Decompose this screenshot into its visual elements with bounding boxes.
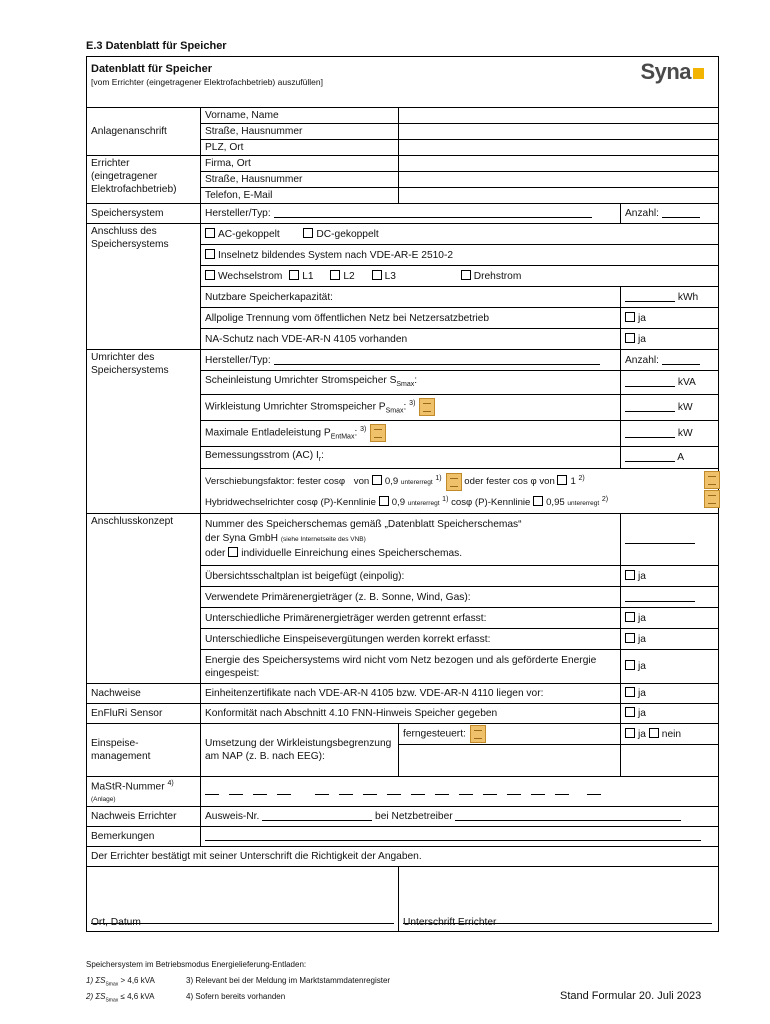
field-label-name: Vorname, Name bbox=[201, 108, 399, 124]
scheinleistung-input[interactable]: kVA bbox=[621, 371, 719, 395]
logo-square-icon bbox=[693, 68, 704, 79]
wirkleistung-label: Wirkleistung Umrichter Stromspeicher $P_{Smax}$: $^{3)}$ bbox=[201, 395, 621, 421]
errichter-telefon-input[interactable] bbox=[399, 188, 719, 204]
stand-formular: Stand Formular 20. Juli 2023 bbox=[560, 990, 702, 1002]
drehstrom-label: Drehstrom bbox=[473, 270, 522, 282]
speicherschema-input[interactable] bbox=[621, 514, 719, 566]
form-header-row bbox=[87, 57, 719, 108]
dc-label: DC-gekoppelt bbox=[316, 228, 379, 240]
entladeleistung-label: Maximale Entladeleistung $P_{EntMax}$: $^{3)}$ bbox=[201, 421, 621, 447]
naschutz-label: NA-Schutz nach VDE-AR-N 4105 vorhanden bbox=[201, 329, 621, 350]
primaer-getrennt-ja-checkbox[interactable] bbox=[625, 612, 635, 622]
wechselstrom-label: Wechselstrom bbox=[218, 270, 283, 282]
footnote-3: 3) Relevant bei der Meldung im Marktstammdatenregister bbox=[186, 976, 391, 985]
einspeiseverguetung-ja-checkbox[interactable] bbox=[625, 633, 635, 643]
field-label-plz: PLZ, Ort bbox=[201, 140, 399, 156]
section-heading: E.3 Datenblatt für Speicher bbox=[86, 40, 227, 52]
verschiebung-1-checkbox[interactable] bbox=[557, 475, 567, 485]
umrichter-anzahl-field[interactable]: Anzahl: bbox=[621, 350, 719, 371]
bemessungsstrom-label: Bemessungsstrom (AC) $I_r$: bbox=[201, 447, 621, 469]
inselnetz-label: Inselnetz bildendes System nach VDE-AR-E 2510-2 bbox=[218, 249, 453, 261]
l3-label: L3 bbox=[384, 270, 396, 282]
dc-checkbox[interactable] bbox=[303, 228, 313, 238]
enfluri-ja-checkbox[interactable] bbox=[625, 707, 635, 717]
ferngesteuert-nein-checkbox[interactable] bbox=[649, 728, 659, 738]
primaer-label: Verwendete Primärenergieträger (z. B. Sonne, Wind, Gas): bbox=[201, 587, 621, 608]
ac-label: AC-gekoppelt bbox=[218, 228, 280, 240]
note-icon[interactable] bbox=[704, 490, 720, 508]
bemessungsstrom-input[interactable]: A bbox=[621, 447, 719, 469]
unterschrift-field[interactable] bbox=[399, 866, 719, 931]
errichter-firma-input[interactable] bbox=[399, 156, 719, 172]
wirkleistung-input[interactable]: kW bbox=[621, 395, 719, 421]
nachweis-errichter-label: Nachweis Errichter bbox=[87, 806, 201, 826]
ja-label: ja bbox=[638, 633, 646, 645]
ja-label: ja bbox=[638, 570, 646, 582]
ja-label: ja bbox=[638, 333, 646, 345]
primaer-input[interactable] bbox=[621, 587, 719, 608]
wechselstrom-checkbox[interactable] bbox=[205, 270, 215, 280]
drehstrom-checkbox[interactable] bbox=[461, 270, 471, 280]
ja-label: ja bbox=[638, 661, 646, 673]
umrichter-label: Umrichter des Speichersystems bbox=[87, 350, 201, 514]
bemerkungen-field[interactable] bbox=[201, 826, 719, 846]
field-label-telefon: Telefon, E-Mail bbox=[201, 188, 399, 204]
ort-datum-label: Ort, Datum bbox=[91, 916, 141, 928]
ort-datum-field[interactable] bbox=[87, 866, 399, 931]
kapazitaet-label: Nutzbare Speicherkapazität: bbox=[201, 287, 621, 308]
hybrid-09-checkbox[interactable] bbox=[379, 496, 389, 506]
note-icon[interactable] bbox=[470, 725, 486, 743]
inselnetz-checkbox[interactable] bbox=[205, 249, 215, 259]
footnote-4: 4) Sofern bereits vorhanden bbox=[186, 992, 286, 1001]
form-title: Datenblatt für Speicher bbox=[91, 63, 213, 75]
speicher-hersteller-field[interactable]: Hersteller/Typ: bbox=[201, 204, 621, 224]
ja-label: ja bbox=[638, 708, 646, 720]
ja-label: ja bbox=[638, 612, 646, 624]
mastr-label: MaStR-Nummer $^{4)}$ (Anlage) bbox=[87, 777, 201, 806]
nachweis-errichter-field[interactable]: Ausweis-Nr. bei Netzbetreiber bbox=[201, 806, 719, 826]
nachweise-ja-checkbox[interactable] bbox=[625, 687, 635, 697]
hybrid-row: Hybridwechselrichter cosφ (P)-Kennlinie 0,9 untererregt $^{1)}$ cosφ (P)-Kennlinie 0,95 untererregt $^{2)}$ bbox=[205, 496, 609, 509]
ferngesteuert-field: ferngesteuert: bbox=[399, 724, 621, 745]
nachweise-label: Nachweise bbox=[87, 684, 201, 704]
anlage-strasse-input[interactable] bbox=[399, 124, 719, 140]
energie-label: Energie des Speichersystems wird nicht vom Netz bezogen und als geförderte Energie eingespeist: bbox=[201, 650, 621, 684]
mastr-input[interactable] bbox=[201, 777, 719, 806]
einspeiseverguetung-label: Unterschiedliche Einspeisevergütungen werden korrekt erfasst: bbox=[201, 629, 621, 650]
l3-checkbox[interactable] bbox=[372, 270, 382, 280]
syna-logo: Syna bbox=[640, 65, 704, 79]
note-icon[interactable] bbox=[370, 424, 386, 442]
nachweise-text: Einheitenzertifikate nach VDE-AR-N 4105 bzw. VDE-AR-N 4110 liegen vor: bbox=[201, 684, 621, 704]
note-icon[interactable] bbox=[446, 473, 462, 491]
scheinleistung-label: Scheinleistung Umrichter Stromspeicher $S_{Smax}$: bbox=[201, 371, 621, 395]
trennung-label: Allpolige Trennung vom öffentlichen Netz bei Netzersatzbetrieb bbox=[201, 308, 621, 329]
wirkleistungsbegrenzung-text: Umsetzung der Wirkleistungsbegrenzung am NAP (z. B. nach EEG): bbox=[201, 724, 399, 777]
ac-checkbox[interactable] bbox=[205, 228, 215, 238]
verschiebung-09-checkbox[interactable] bbox=[372, 475, 382, 485]
field-label-strasse: Straße, Hausnummer bbox=[201, 124, 399, 140]
uebersicht-ja-checkbox[interactable] bbox=[625, 570, 635, 580]
l1-label: L1 bbox=[302, 270, 314, 282]
enfluri-label: EnFluRi Sensor bbox=[87, 704, 201, 724]
speichersystem-label: Speichersystem bbox=[87, 204, 201, 224]
verschiebungsfaktor-row: Verschiebungsfaktor: fester cosφ von 0,9 untererregt $^{1)}$ oder fester cos φ von 1 $^{2)}$ bbox=[205, 470, 714, 491]
errichter-label: Errichter (eingetragener Elektrofachbetrieb) bbox=[87, 156, 201, 204]
l1-checkbox[interactable] bbox=[289, 270, 299, 280]
enfluri-text: Konformität nach Abschnitt 4.10 FNN-Hinweis Speicher gegeben bbox=[201, 704, 621, 724]
errichter-strasse-input[interactable] bbox=[399, 172, 719, 188]
ferngesteuert-ja-checkbox[interactable] bbox=[625, 728, 635, 738]
speicherschema-text: Nummer des Speicherschemas gemäß „Datenblatt Speicherschemas“ der Syna GmbH (siehe Internetseite des VNB) oder individuelle Einreichung eines Speicherschemas. bbox=[201, 514, 621, 566]
note-icon[interactable] bbox=[419, 398, 435, 416]
form-subtitle: [vom Errichter (eingetragener Elektrofachbetrieb) auszufüllen] bbox=[91, 77, 323, 87]
uebersicht-label: Übersichtsschaltplan ist beigefügt (einpolig): bbox=[201, 566, 621, 587]
ferngesteuert-input[interactable] bbox=[399, 745, 621, 777]
kapazitaet-input[interactable]: kWh bbox=[621, 287, 719, 308]
hybrid-095-checkbox[interactable] bbox=[533, 496, 543, 506]
ja-label: ja bbox=[638, 688, 646, 700]
anlage-name-input[interactable] bbox=[399, 108, 719, 124]
footnote-1: 1) $\Sigma S_{Smax} > 4,6$ kVA bbox=[86, 976, 155, 988]
nein-label: nein bbox=[661, 728, 682, 740]
footer-intro: Speichersystem im Betriebsmodus Energielieferung-Entladen: bbox=[86, 960, 307, 969]
note-icon[interactable] bbox=[704, 471, 720, 489]
anlage-plz-input[interactable] bbox=[399, 140, 719, 156]
footnote-2: 2) $\Sigma S_{Smax} \le 4,6$ kVA bbox=[86, 992, 155, 1004]
primaer-getrennt-label: Unterschiedliche Primärenergieträger werden getrennt erfasst: bbox=[201, 608, 621, 629]
speicher-datenblatt-form bbox=[86, 56, 719, 932]
l2-label: L2 bbox=[343, 270, 355, 282]
anlagenanschrift-label: Anlagenanschrift bbox=[87, 108, 201, 156]
ja-label: ja bbox=[638, 728, 646, 740]
ja-label: ja bbox=[638, 312, 646, 324]
anschlusskonzept-label: Anschlusskonzept bbox=[87, 514, 201, 684]
unterschrift-label: Unterschrift Errichter bbox=[403, 916, 497, 928]
entladeleistung-input[interactable]: kW bbox=[621, 421, 719, 447]
bestaetigung-text: Der Errichter bestätigt mit seiner Unterschrift die Richtigkeit der Angaben. bbox=[87, 846, 719, 866]
energie-ja-checkbox[interactable] bbox=[625, 660, 635, 670]
trennung-ja-checkbox[interactable] bbox=[625, 312, 635, 322]
umrichter-hersteller-field[interactable]: Hersteller/Typ: bbox=[201, 350, 621, 371]
anschluss-label: Anschluss des Speichersystems bbox=[87, 224, 201, 350]
l2-checkbox[interactable] bbox=[330, 270, 340, 280]
speicher-anzahl-field[interactable]: Anzahl: bbox=[621, 204, 719, 224]
naschutz-ja-checkbox[interactable] bbox=[625, 333, 635, 343]
field-label-errichter-strasse: Straße, Hausnummer bbox=[201, 172, 399, 188]
ferngesteuert-extra[interactable] bbox=[621, 745, 719, 777]
einspeisemanagement-label: Einspeise- management bbox=[87, 724, 201, 777]
field-label-firma: Firma, Ort bbox=[201, 156, 399, 172]
bemerkungen-label: Bemerkungen bbox=[87, 826, 201, 846]
individuell-checkbox[interactable] bbox=[228, 547, 238, 557]
